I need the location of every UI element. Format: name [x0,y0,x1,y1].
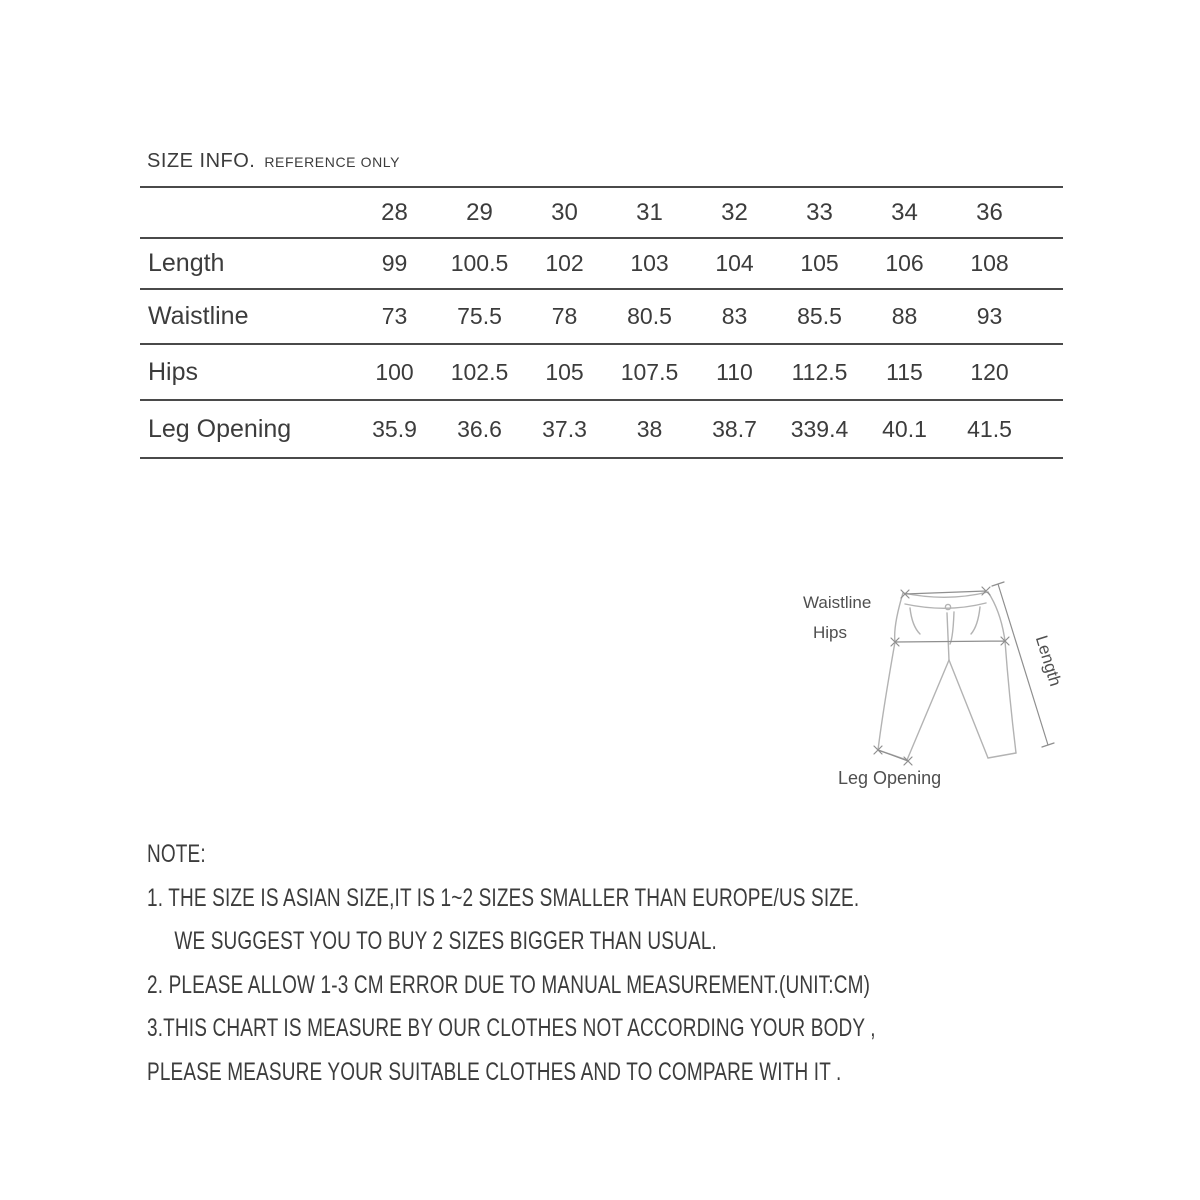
spacer-cell [1032,400,1063,458]
row-label: Waistline [148,302,249,330]
size-value-cell: 103 [630,250,669,276]
pants-outline [878,592,1016,760]
size-col-header: 31 [636,198,663,226]
size-value-cell: 78 [551,303,578,329]
note-line-1: 1. THE SIZE IS ASIAN SIZE,IT IS 1~2 SIZES SMALLER THAN EUROPE/US SIZE. [147,883,860,912]
size-value-cell: 35.9 [372,415,417,442]
size-value-cell: 120 [970,358,1009,385]
note-line-4: 3.THIS CHART IS MEASURE BY OUR CLOTHES NOT ACCORDING YOUR BODY , [147,1014,876,1042]
size-header-empty-cell [140,187,352,238]
size-value-cell: 41.5 [967,415,1012,442]
size-value-cell: 40.1 [882,415,927,442]
waistline-arrow [901,587,990,598]
table-row-leg-opening [140,400,1063,458]
spacer-cell [1032,238,1063,289]
note-line-2: WE SUGGEST YOU TO BUY 2 SIZES BIGGER THAN USUAL. [174,927,717,955]
leg-opening-label: Leg Opening [838,768,942,788]
size-value-cell: 112.5 [791,358,848,385]
size-value-cell: 105 [800,250,839,276]
size-col-header: 28 [381,198,408,226]
title-main: SIZE INFO. [147,150,256,172]
notes-heading: NOTE: [147,840,206,868]
size-value-cell: 104 [715,250,754,276]
size-col-header: 30 [551,198,578,226]
size-value-cell: 106 [885,250,924,276]
size-value-cell: 38 [636,415,663,442]
size-value-cell: 75.5 [457,303,502,329]
note-line-5: PLEASE MEASURE YOUR SUITABLE CLOTHES AND TO COMPARE WITH IT . [147,1057,842,1086]
size-value-cell: 37.3 [542,415,587,442]
pants-diagram [780,568,1100,803]
size-col-header: 34 [891,198,918,226]
spacer-cell [1032,289,1063,344]
size-col-header: 29 [466,198,493,226]
size-value-cell: 100.5 [450,250,509,276]
size-value-cell: 102.5 [450,358,509,385]
size-value-cell: 80.5 [627,303,672,329]
size-value-cell: 99 [381,250,408,276]
size-col-header: 32 [721,198,748,226]
table-row-waistline [140,289,1063,344]
hips-label: Hips [813,623,848,642]
size-value-cell: 73 [381,303,408,329]
size-value-cell: 115 [886,358,923,385]
size-value-cell: 339.4 [790,415,849,442]
spacer-cell [1032,344,1063,400]
page-title [147,150,400,173]
size-header-row [140,187,1063,238]
size-value-cell: 110 [716,358,753,385]
size-value-cell: 36.6 [457,415,502,442]
size-value-cell: 88 [891,303,918,329]
size-table [140,186,1063,459]
size-value-cell: 107.5 [620,358,679,385]
size-value-cell: 100 [375,358,414,385]
length-label: Length [1031,633,1066,689]
title-sub: REFERENCE ONLY [264,154,401,170]
size-value-cell: 108 [970,250,1009,276]
spacer-cell [1032,187,1063,238]
size-col-header: 33 [806,198,833,226]
row-label: Leg Opening [148,414,292,443]
size-value-cell: 38.7 [712,415,757,442]
size-col-header: 36 [976,198,1003,226]
table-row-hips [140,344,1063,400]
size-value-cell: 85.5 [797,303,842,329]
size-value-cell: 105 [545,358,584,385]
notes-section [147,833,1106,1094]
leg-opening-arrow [874,746,912,765]
waistline-label: Waistline [803,593,872,612]
size-value-cell: 102 [545,250,584,276]
row-label: Hips [148,357,199,386]
size-value-cell: 83 [721,303,748,329]
size-value-cell: 93 [976,303,1003,329]
table-row-length [140,238,1063,289]
note-line-3: 2. PLEASE ALLOW 1-3 CM ERROR DUE TO MANUAL MEASUREMENT.(UNIT:CM) [147,970,871,999]
row-label: Length [148,249,225,277]
